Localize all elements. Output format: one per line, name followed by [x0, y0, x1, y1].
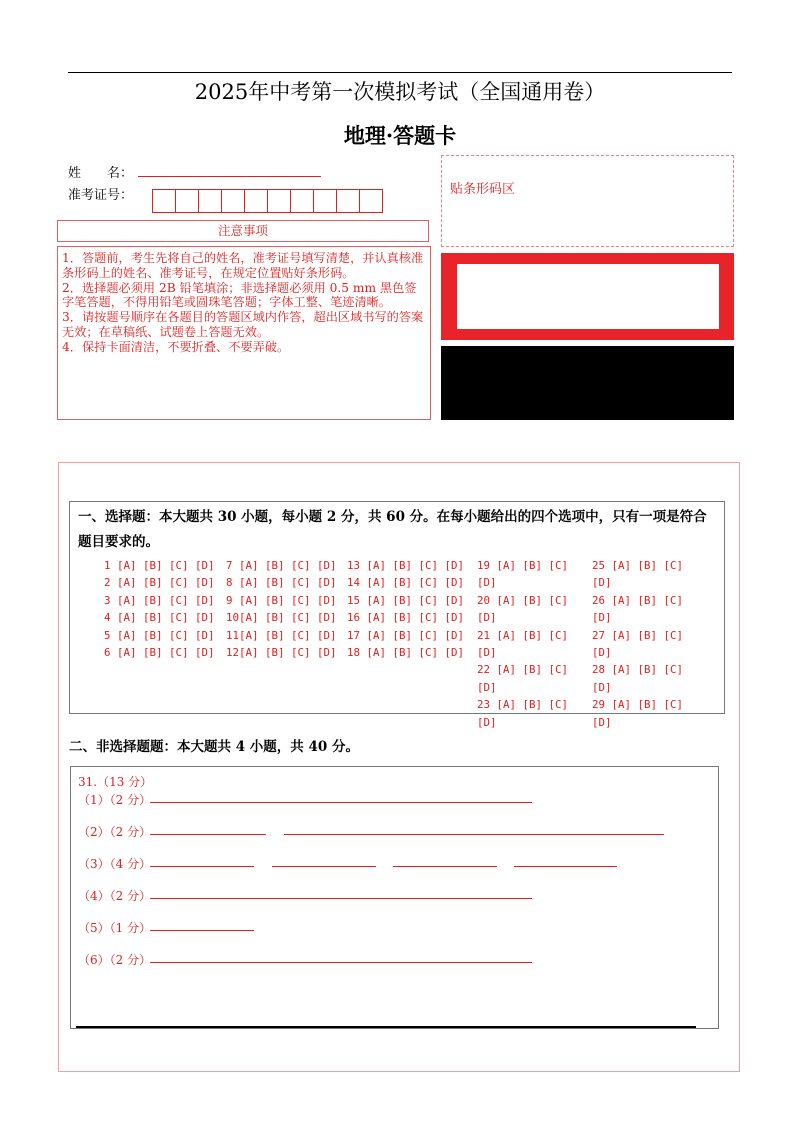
answer-line[interactable] [150, 802, 532, 803]
mcq-row[interactable]: 26 [A] [B] [C] [D] [592, 593, 684, 625]
mcq-column [592, 557, 692, 731]
mcq-row[interactable]: 27 [A] [B] [C] [D] [592, 628, 684, 660]
name-field[interactable] [138, 176, 321, 177]
mcq-column [477, 557, 577, 731]
id-digit-box[interactable] [221, 189, 245, 213]
answer-line[interactable] [150, 898, 532, 899]
id-number-boxes[interactable] [152, 189, 382, 213]
answer-line[interactable] [150, 930, 254, 931]
id-digit-box[interactable] [267, 189, 291, 213]
part-label: （5）（1 分） [78, 921, 152, 935]
answer-line[interactable] [150, 866, 254, 867]
mcq-row[interactable]: 12[A] [B] [C] [D] [226, 646, 337, 660]
mcq-row[interactable]: 20 [A] [B] [C] [D] [477, 593, 569, 625]
notice-item: 4．保持卡面清洁，不要折叠、不要弄破。 [62, 339, 290, 354]
section1-heading: 一、选择题：本大题共 30 小题，每小题 2 分，共 60 分。在每小题给出的四个选项中，只有一项是符合题目要求的。 [78, 509, 707, 550]
part-label: （4）（2 分） [78, 889, 152, 903]
answer-line[interactable] [393, 866, 497, 867]
mcq-column [226, 557, 337, 661]
notice-body [57, 246, 431, 420]
answer-line[interactable] [150, 962, 532, 963]
notice-item: 3．请按题号顺序在各题目的答题区域内作答，超出区域书写的答案无效；在草稿纸、试题卷上答题无效。 [62, 310, 424, 339]
page-title: 2025年中考第一次模拟考试（全国通用卷） [194, 80, 606, 104]
part-label: （1）（2 分） [78, 793, 152, 807]
id-digit-box[interactable] [359, 189, 383, 213]
mcq-row[interactable]: 5 [A] [B] [C] [D] [104, 628, 215, 642]
section2-heading: 二、非选择题题：本大题共 4 小题，共 40 分。 [69, 739, 359, 755]
mcq-row[interactable]: 8 [A] [B] [C] [D] [226, 576, 337, 590]
mcq-row[interactable]: 2 [A] [B] [C] [D] [104, 576, 215, 590]
mcq-row[interactable]: 14 [A] [B] [C] [D] [347, 576, 465, 590]
id-digit-box[interactable] [336, 189, 360, 213]
answer-line[interactable] [272, 866, 376, 867]
part-label: （3）（4 分） [78, 857, 152, 871]
page-subtitle: 地理·答题卡 [343, 123, 457, 148]
mcq-row[interactable]: 18 [A] [B] [C] [D] [347, 646, 465, 660]
mcq-row[interactable]: 28 [A] [B] [C] [D] [592, 663, 684, 694]
mcq-row[interactable]: 29 [A] [B] [C] [D] [592, 698, 684, 729]
mcq-row[interactable]: 13 [A] [B] [C] [D] [347, 559, 465, 572]
id-digit-box[interactable] [198, 189, 222, 213]
mcq-row[interactable]: 7 [A] [B] [C] [D] [226, 559, 337, 572]
mcq-row[interactable]: 17 [A] [B] [C] [D] [347, 628, 465, 642]
mcq-row[interactable]: 22 [A] [B] [C] [D] [477, 663, 569, 694]
id-digit-box[interactable] [290, 189, 314, 213]
answer-line[interactable] [150, 834, 266, 835]
id-digit-box[interactable] [244, 189, 268, 213]
mcq-row[interactable]: 16 [A] [B] [C] [D] [347, 611, 465, 625]
question-31-title: 31.（13 分） [78, 775, 153, 789]
mcq-column [347, 557, 464, 661]
mcq-row[interactable]: 23 [A] [B] [C] [D] [477, 698, 569, 729]
mcq-row[interactable]: 21 [A] [B] [C] [D] [477, 628, 569, 660]
absent-mark-inner [457, 264, 719, 329]
barcode-label: 贴条形码区 [450, 182, 516, 197]
id-digit-box[interactable] [152, 189, 176, 213]
part-label: （6）（2 分） [78, 953, 152, 967]
mcq-row[interactable]: 10[A] [B] [C] [D] [226, 611, 337, 625]
black-block [441, 346, 734, 420]
notice-title: 注意事项 [57, 220, 429, 242]
barcode-area [441, 155, 734, 247]
mcq-row[interactable]: 3 [A] [B] [C] [D] [104, 593, 215, 607]
bottom-rule [76, 1026, 696, 1028]
part-label: （2）（2 分） [78, 825, 152, 839]
mcq-row[interactable]: 4 [A] [B] [C] [D] [104, 611, 215, 625]
id-label: 准考证号： [68, 188, 134, 203]
mcq-row[interactable]: 11[A] [B] [C] [D] [226, 628, 337, 642]
mcq-row[interactable]: 25 [A] [B] [C] [D] [592, 559, 684, 590]
mcq-column [104, 557, 215, 661]
name-label: 姓 名： [68, 166, 134, 181]
mcq-row[interactable]: 1 [A] [B] [C] [D] [104, 559, 215, 572]
answer-line[interactable] [284, 834, 664, 835]
mcq-row[interactable]: 6 [A] [B] [C] [D] [104, 646, 215, 660]
answer-line[interactable] [514, 866, 617, 867]
mcq-row[interactable]: 19 [A] [B] [C] [D] [477, 559, 569, 590]
id-digit-box[interactable] [313, 189, 337, 213]
notice-item: 1．答题前，考生先将自己的姓名，准考证号填写清楚，并认真核准条形码上的姓名、准考证号，在规定位置贴好条形码。 [62, 251, 424, 280]
id-digit-box[interactable] [175, 189, 199, 213]
notice-item: 2．选择题必须用 2B 铅笔填涂；非选择题必须用 0.5 mm 黑色签字笔答题，不得用铅笔或圆珠笔答题；字体工整、笔迹清晰。 [62, 280, 417, 310]
top-rule [68, 72, 732, 73]
mcq-row[interactable]: 9 [A] [B] [C] [D] [226, 593, 337, 607]
mcq-row[interactable]: 15 [A] [B] [C] [D] [347, 593, 465, 607]
